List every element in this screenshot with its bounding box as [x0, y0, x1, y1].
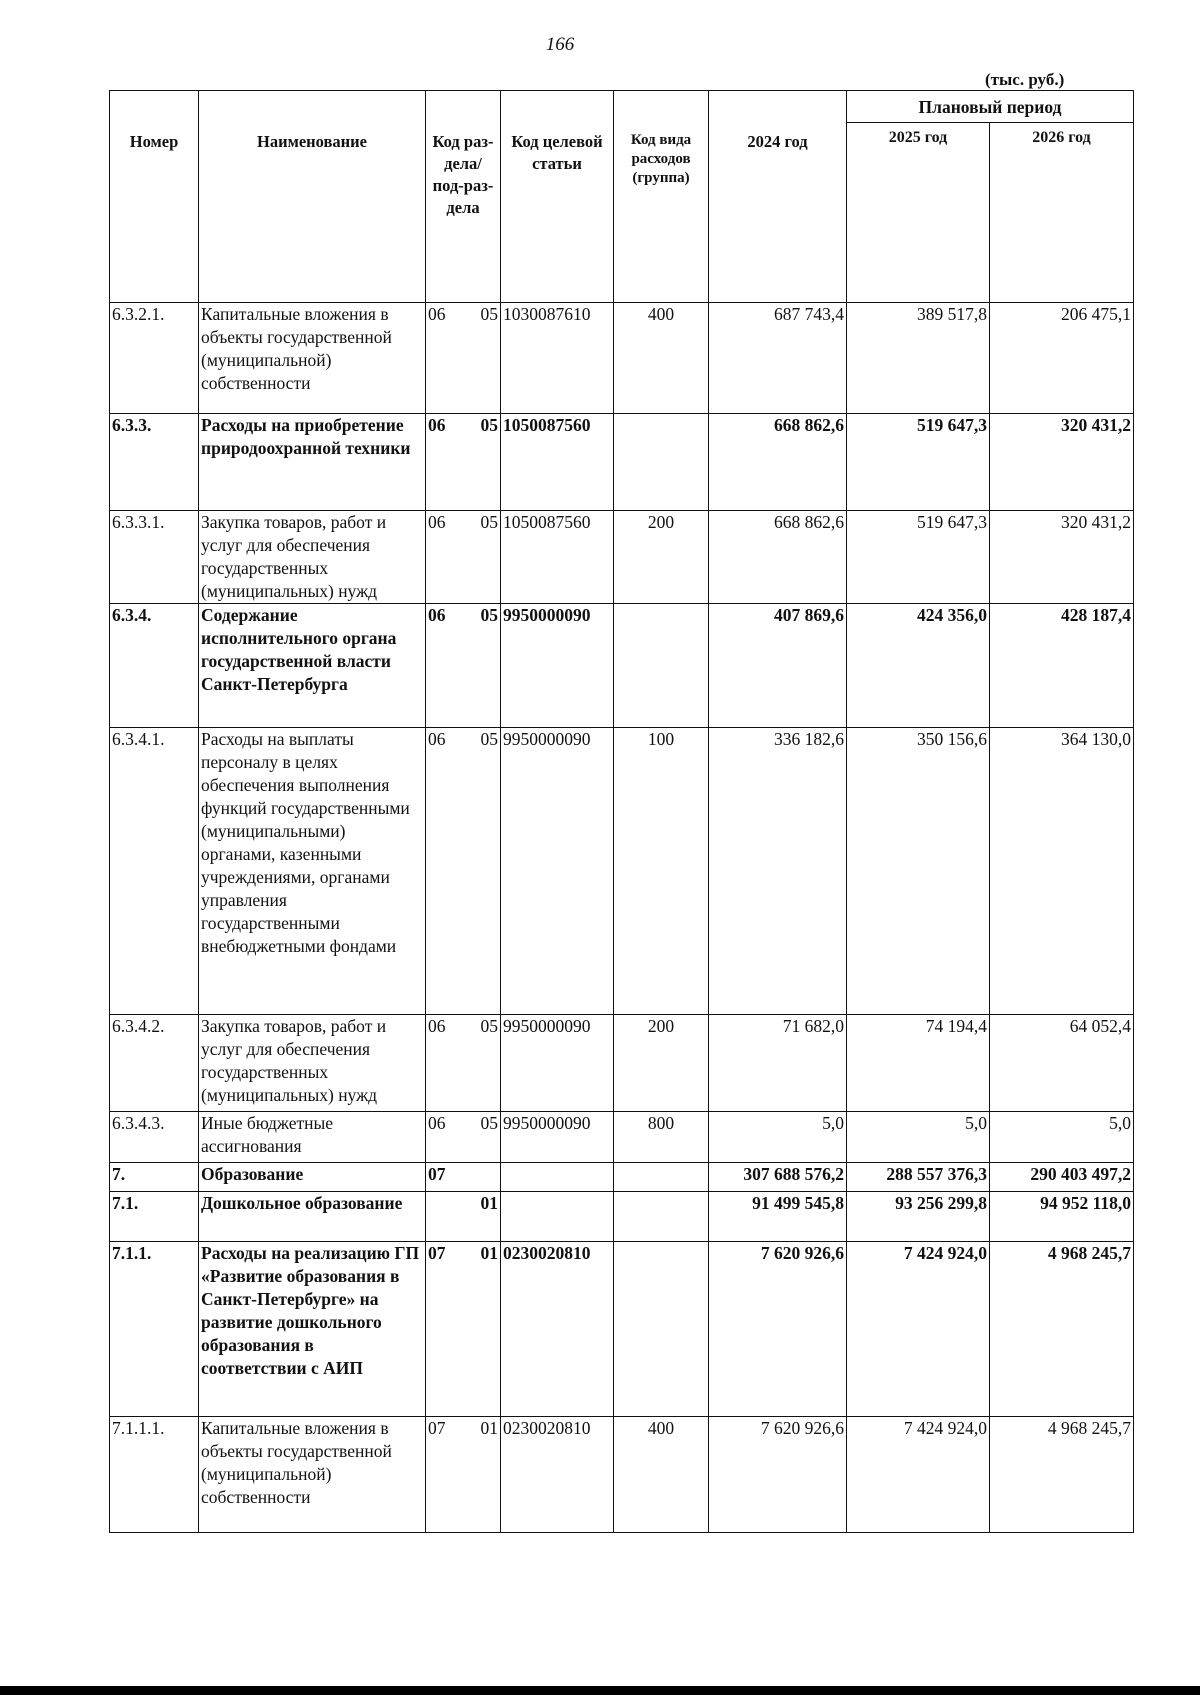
- row-expense-type-code: [614, 1192, 709, 1242]
- row-number: 6.3.4.3.: [110, 1112, 199, 1163]
- row-name: Расходы на реализацию ГП «Развитие образования в Санкт-Петербурге» на развитие дошкольного образования в соответствии с АИП: [199, 1242, 426, 1417]
- table-row: [110, 511, 1134, 604]
- row-amount-2024: 336 182,6: [709, 728, 847, 1015]
- row-amount-2025: 93 256 299,8: [847, 1192, 990, 1242]
- row-name: Капитальные вложения в объекты государственной (муниципальной) собственности: [199, 303, 426, 414]
- row-amount-2025: 519 647,3: [847, 511, 990, 604]
- table-header: [110, 91, 1134, 303]
- row-expense-type-code: [614, 1163, 709, 1192]
- budget-table: [109, 90, 1134, 1533]
- row-expense-type-code: [614, 414, 709, 511]
- row-section-code: [426, 1417, 501, 1533]
- row-number: 7.1.: [110, 1192, 199, 1242]
- table-row: [110, 1242, 1134, 1417]
- row-expense-type-code: 400: [614, 1417, 709, 1533]
- subsection-code: 05: [480, 304, 498, 324]
- header-number: Номер: [110, 91, 199, 303]
- row-target-code: [501, 1163, 614, 1192]
- section-code: 06: [428, 1016, 446, 1036]
- row-amount-2024: 71 682,0: [709, 1015, 847, 1112]
- row-target-code: 0230020810: [501, 1417, 614, 1533]
- row-amount-2026: 320 431,2: [990, 511, 1134, 604]
- row-name: Закупка товаров, работ и услуг для обеспечения государственных (муниципальных) нужд: [199, 511, 426, 604]
- row-section-code: [426, 728, 501, 1015]
- row-section-code: [426, 1163, 501, 1192]
- row-amount-2025: 5,0: [847, 1112, 990, 1163]
- row-expense-type-code: 100: [614, 728, 709, 1015]
- row-amount-2025: 519 647,3: [847, 414, 990, 511]
- header-planning-period: Плановый период: [847, 91, 1134, 123]
- row-amount-2025: 424 356,0: [847, 604, 990, 728]
- row-amount-2025: 7 424 924,0: [847, 1417, 990, 1533]
- header-expense-type-code: Код вида расходов (группа): [614, 91, 709, 303]
- table-row: [110, 728, 1134, 1015]
- row-number: 6.3.4.1.: [110, 728, 199, 1015]
- header-target-code: Код целевой статьи: [501, 91, 614, 303]
- row-target-code: 1030087610: [501, 303, 614, 414]
- subsection-code: 05: [480, 415, 498, 435]
- row-amount-2024: 5,0: [709, 1112, 847, 1163]
- subsection-code: 01: [480, 1193, 498, 1213]
- row-target-code: 1050087560: [501, 511, 614, 604]
- table-row: [110, 1192, 1134, 1242]
- row-number: 6.3.2.1.: [110, 303, 199, 414]
- row-section-code: [426, 414, 501, 511]
- subsection-code: 05: [480, 1113, 498, 1133]
- table-row: [110, 1015, 1134, 1112]
- table-row: [110, 303, 1134, 414]
- row-name: Капитальные вложения в объекты государственной (муниципальной) собственности: [199, 1417, 426, 1533]
- row-amount-2026: 364 130,0: [990, 728, 1134, 1015]
- row-amount-2026: 320 431,2: [990, 414, 1134, 511]
- row-section-code: [426, 1015, 501, 1112]
- section-code: 06: [428, 605, 446, 625]
- row-expense-type-code: 200: [614, 1015, 709, 1112]
- row-amount-2024: 307 688 576,2: [709, 1163, 847, 1192]
- subsection-code: 05: [480, 729, 498, 749]
- row-number: 6.3.3.1.: [110, 511, 199, 604]
- row-section-code: [426, 511, 501, 604]
- row-section-code: [426, 604, 501, 728]
- scan-border: [0, 1686, 1200, 1695]
- subsection-code: 01: [480, 1243, 498, 1263]
- row-name: Иные бюджетные ассигнования: [199, 1112, 426, 1163]
- row-section-code: [426, 1242, 501, 1417]
- row-expense-type-code: [614, 1242, 709, 1417]
- subsection-code: 05: [480, 512, 498, 532]
- section-code: 06: [428, 415, 446, 435]
- row-name: Образование: [199, 1163, 426, 1192]
- row-section-code: [426, 303, 501, 414]
- row-section-code: [426, 1112, 501, 1163]
- header-year-2025: 2025 год: [847, 123, 990, 303]
- row-target-code: 9950000090: [501, 1015, 614, 1112]
- table-row: [110, 1417, 1134, 1533]
- row-name: Закупка товаров, работ и услуг для обеспечения государственных (муниципальных) нужд: [199, 1015, 426, 1112]
- row-amount-2024: 7 620 926,6: [709, 1417, 847, 1533]
- header-name: Наименование: [199, 91, 426, 303]
- row-expense-type-code: 400: [614, 303, 709, 414]
- row-number: 6.3.4.2.: [110, 1015, 199, 1112]
- row-target-code: 9950000090: [501, 1112, 614, 1163]
- section-code: 07: [428, 1418, 446, 1438]
- row-number: 7.: [110, 1163, 199, 1192]
- row-amount-2026: 290 403 497,2: [990, 1163, 1134, 1192]
- row-amount-2026: 206 475,1: [990, 303, 1134, 414]
- row-amount-2026: 5,0: [990, 1112, 1134, 1163]
- row-section-code: [426, 1192, 501, 1242]
- header-section-code: Код раз-дела/ под-раз-дела: [426, 91, 501, 303]
- row-amount-2024: 407 869,6: [709, 604, 847, 728]
- section-code: 06: [428, 729, 446, 749]
- row-expense-type-code: 800: [614, 1112, 709, 1163]
- row-name: Расходы на выплаты персоналу в целях обеспечения выполнения функций государственными (муниципальными) органами, казенными учреждениями, органами управления государственными внебюджетными фондами: [199, 728, 426, 1015]
- row-name: Расходы на приобретение природоохранной техники: [199, 414, 426, 511]
- section-code: 07: [428, 1243, 446, 1263]
- row-amount-2026: 4 968 245,7: [990, 1242, 1134, 1417]
- row-expense-type-code: 200: [614, 511, 709, 604]
- row-amount-2024: 7 620 926,6: [709, 1242, 847, 1417]
- row-amount-2025: 389 517,8: [847, 303, 990, 414]
- section-code: 06: [428, 512, 446, 532]
- row-number: 6.3.4.: [110, 604, 199, 728]
- table-row: [110, 1163, 1134, 1192]
- subsection-code: 01: [480, 1418, 498, 1438]
- row-name: Дошкольное образование: [199, 1192, 426, 1242]
- row-number: 7.1.1.: [110, 1242, 199, 1417]
- section-code: 06: [428, 304, 446, 324]
- row-amount-2025: 350 156,6: [847, 728, 990, 1015]
- row-amount-2026: 64 052,4: [990, 1015, 1134, 1112]
- page-number: 166: [545, 34, 575, 55]
- row-amount-2025: 74 194,4: [847, 1015, 990, 1112]
- subsection-code: 05: [480, 1016, 498, 1036]
- row-amount-2026: 4 968 245,7: [990, 1417, 1134, 1533]
- row-number: 6.3.3.: [110, 414, 199, 511]
- row-amount-2025: 288 557 376,3: [847, 1163, 990, 1192]
- row-amount-2026: 94 952 118,0: [990, 1192, 1134, 1242]
- subsection-code: 05: [480, 605, 498, 625]
- row-target-code: 9950000090: [501, 728, 614, 1015]
- row-amount-2024: 668 862,6: [709, 414, 847, 511]
- table-row: [110, 414, 1134, 511]
- row-amount-2026: 428 187,4: [990, 604, 1134, 728]
- section-code: 06: [428, 1113, 446, 1133]
- row-target-code: 1050087560: [501, 414, 614, 511]
- row-target-code: 9950000090: [501, 604, 614, 728]
- row-target-code: 0230020810: [501, 1242, 614, 1417]
- row-amount-2024: 91 499 545,8: [709, 1192, 847, 1242]
- table-row: [110, 1112, 1134, 1163]
- units-label: (тыс. руб.): [985, 70, 1065, 89]
- row-target-code: [501, 1192, 614, 1242]
- table-row: [110, 604, 1134, 728]
- row-amount-2024: 668 862,6: [709, 511, 847, 604]
- section-code: 07: [428, 1164, 446, 1184]
- table-body: [110, 303, 1134, 1533]
- row-number: 7.1.1.1.: [110, 1417, 199, 1533]
- row-amount-2025: 7 424 924,0: [847, 1242, 990, 1417]
- header-year-2024: 2024 год: [709, 91, 847, 303]
- header-year-2026: 2026 год: [990, 123, 1134, 303]
- row-amount-2024: 687 743,4: [709, 303, 847, 414]
- row-expense-type-code: [614, 604, 709, 728]
- row-name: Содержание исполнительного органа государственной власти Санкт-Петербурга: [199, 604, 426, 728]
